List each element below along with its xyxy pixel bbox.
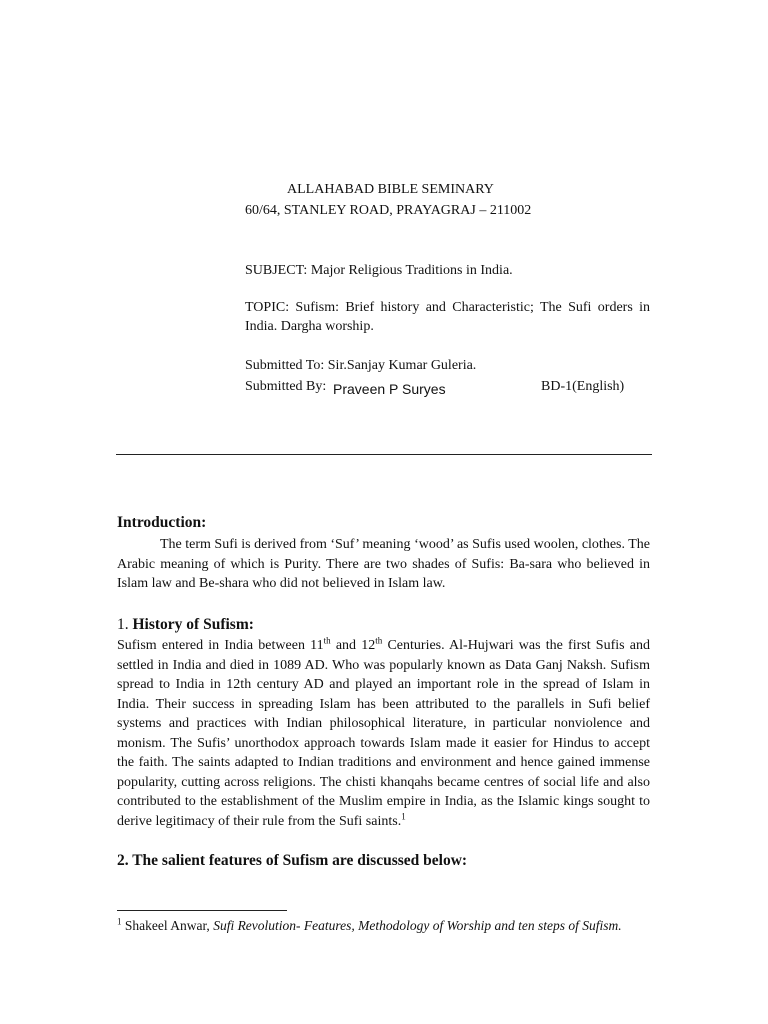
footnote-title: Sufi Revolution- Features, Methodology of Worship and ten steps of Sufism.	[213, 918, 622, 933]
history-heading-text: History of Sufism:	[132, 616, 254, 633]
header-divider	[116, 454, 652, 455]
footnote-author: Shakeel Anwar,	[121, 918, 214, 933]
submitted-by-label: Submitted By:	[245, 379, 327, 394]
batch-label: BD-1(English)	[541, 379, 625, 394]
subject-line: SUBJECT: Major Religious Traditions in India.	[245, 263, 513, 278]
introduction-heading: Introduction:	[117, 514, 207, 531]
superscript: th	[323, 635, 331, 646]
submitter-name: Praveen P Suryes	[333, 381, 446, 397]
features-heading: 2. The salient features of Sufism are discussed below:	[117, 852, 468, 869]
history-text-part: and 12	[330, 638, 376, 653]
footnote-marker: 1	[117, 916, 122, 927]
submitted-by-line	[245, 377, 665, 399]
institution-address: 60/64, STANLEY ROAD, PRAYAGRAJ – 211002	[245, 203, 532, 218]
history-text-part: Centuries. Al-Hujwari was the first Sufis and settled in India and died in 1089 AD. Who was popularly known as Data Ganj Naksh. Sufism spread to India in 12th century AD and played an important role in the spread of Islam in India. Their success in spreading Islam has been attributed to the parallels in Sufi belief systems and practices with Indian philosophical literature, in particular nonviolence and monism. The Sufis’ unorthodox approach towards Islam made it easier for Hindus to accept the faith. The saints adapted to Indian traditions and environment and hence gained immense popularity, cutting across religions. The chisti khanqahs became centres of social life and also contributed to the establishment of the Muslim empire in India, as the Islamic kings sought to derive legitimacy of their rule from the Sufi saints.	[117, 638, 650, 829]
topic-line: TOPIC: Sufism: Brief history and Characteristic; The Sufi orders in India. Dargha worship.	[245, 300, 650, 334]
submitted-to-line: Submitted To: Sir.Sanjay Kumar Guleria.	[245, 358, 477, 373]
footnote	[117, 918, 622, 934]
history-heading	[117, 616, 254, 634]
introduction-paragraph	[117, 535, 650, 594]
introduction-text: The term Sufi is derived from ‘Suf’ meaning ‘wood’ as Sufis used woolen, clothes. The Arabic meaning of which is Purity. There are two shades of Sufis: Ba-sara who believed in Islam law and Be-shara who did not believed in Islam law.	[117, 537, 650, 591]
history-number: 1.	[117, 616, 129, 633]
footnote-divider	[117, 910, 287, 911]
footnote-reference[interactable]: 1	[401, 810, 406, 821]
institution-name: ALLAHABAD BIBLE SEMINARY	[287, 182, 494, 197]
history-text-part: Sufism entered in India between 11	[117, 638, 324, 653]
superscript: th	[375, 635, 383, 646]
history-paragraph	[117, 636, 650, 831]
